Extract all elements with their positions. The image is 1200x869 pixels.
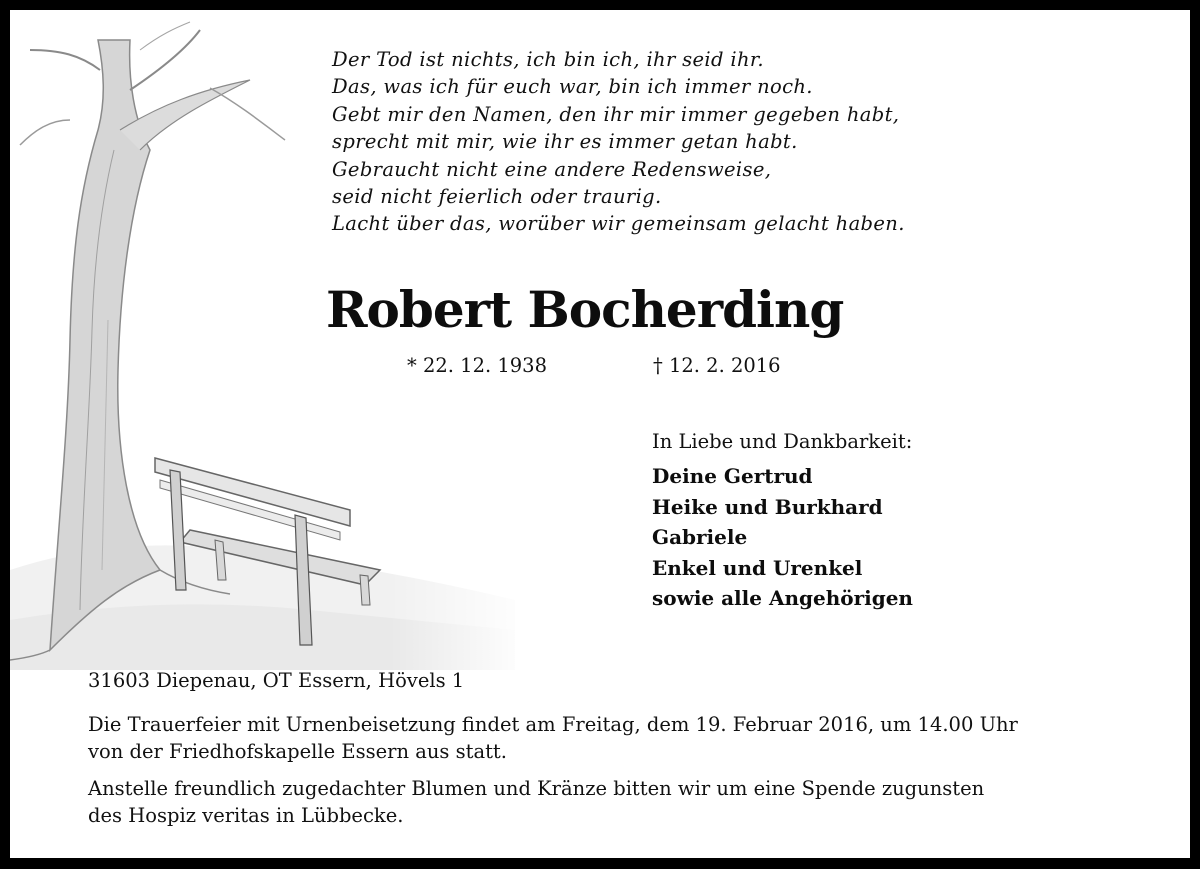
death-date: † 12. 2. 2016 (653, 354, 781, 377)
poem-line: sprecht mit mir, wie ihr es immer getan habt. (332, 130, 798, 154)
deceased-name: Robert Bocherding (326, 280, 844, 339)
poem-line: Der Tod ist nichts, ich bin ich, ihr seid ihr. (332, 48, 764, 71)
donation-notice-line: des Hospiz veritas in Lübbecke. (88, 803, 404, 827)
family-address: 31603 Diepenau, OT Essern, Hövels 1 (88, 669, 465, 692)
donation-notice (88, 776, 984, 829)
poem-line: Das, was ich für euch war, bin ich immer noch. (332, 75, 813, 99)
mourners-intro: In Liebe und Dankbarkeit: (652, 430, 913, 453)
mourner-name: Heike und Burkhard (652, 494, 883, 519)
birth-date: * 22. 12. 1938 (407, 354, 547, 377)
poem-line: Lacht über das, worüber wir gemeinsam gelacht haben. (332, 212, 905, 236)
donation-notice-line: Anstelle freundlich zugedachter Blumen und Kränze bitten wir um eine Spende zugunsten (88, 777, 985, 800)
mourner-name: Deine Gertrud (652, 464, 813, 488)
poem-line: Gebt mir den Namen, den ihr mir immer gegeben habt, (332, 102, 900, 126)
memorial-poem (332, 46, 905, 238)
service-notice (88, 712, 1018, 765)
mourner-name: Gabriele (652, 525, 748, 550)
mourner-name: sowie alle Angehörigen (652, 586, 913, 611)
service-notice-line: von der Friedhofskapelle Essern aus statt. (88, 739, 507, 763)
mourner-name: Enkel und Urenkel (652, 555, 863, 580)
poem-line: seid nicht feierlich oder traurig. (332, 185, 662, 209)
poem-line: Gebraucht nicht eine andere Redensweise, (332, 157, 772, 181)
service-notice-line: Die Trauerfeier mit Urnenbeisetzung findet am Freitag, dem 19. Februar 2016, um 14.00 Uhr (88, 713, 1018, 736)
mourners-list (652, 461, 913, 614)
